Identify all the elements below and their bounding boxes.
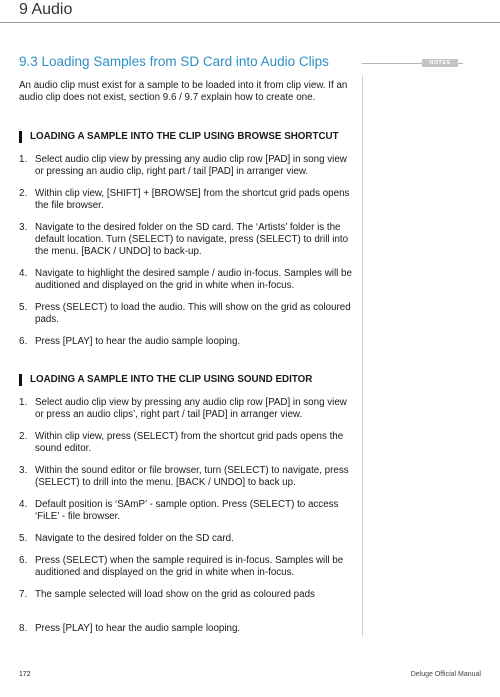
step-number: 2. — [19, 431, 28, 442]
step-item — [19, 268, 357, 292]
step-item — [19, 336, 357, 348]
step-item — [19, 302, 357, 326]
step-text: Press (SELECT) when the sample required is in-focus. Samples will be auditioned and displayed on the grid in white when in-focus. — [35, 555, 344, 578]
intro-paragraph: An audio clip must exist for a sample to be loaded into it from clip view. If an audio clip does not exist, section 9.6 / 9.7 explain how to create one. — [19, 80, 348, 103]
step-text: Navigate to highlight the desired sample / audio in-focus. Samples will be auditioned and displayed on the grid in white when in-focus. — [35, 268, 352, 291]
step-item — [19, 499, 357, 523]
step-item — [19, 431, 357, 455]
step-item — [19, 188, 357, 212]
notes-column-line — [362, 75, 363, 636]
step-item — [19, 533, 357, 545]
step-text: The sample selected will load show on the grid as coloured pads — [35, 589, 315, 600]
step-text: Press [PLAY] to hear the audio sample looping. — [35, 336, 241, 347]
step-number: 2. — [19, 188, 28, 199]
page-number: 172 — [19, 671, 31, 678]
step-number: 5. — [19, 533, 28, 544]
step-item — [19, 222, 357, 258]
step-text: Within clip view, [SHIFT] + [BROWSE] from the shortcut grid pads opens the file browser. — [35, 188, 350, 211]
step-item — [19, 623, 357, 635]
chapter-header — [0, 0, 500, 23]
step-text: Within the sound editor or file browser, turn (SELECT) to navigate, press (SELECT) to drill into the menu. [BACK / UNDO] to back up. — [35, 465, 349, 488]
chapter-title: 9 Audio — [19, 1, 73, 18]
step-text: Select audio clip view by pressing any audio clip row [PAD] in song view or press an audio clips’, right part / tail [PAD] in arranger view. — [35, 397, 347, 420]
step-item — [19, 465, 357, 489]
step-item — [19, 154, 357, 178]
step-text: Press (SELECT) to load the audio. This will show on the grid as coloured pads. — [35, 302, 351, 325]
editor-steps-list — [19, 397, 357, 635]
step-item — [19, 589, 357, 613]
notes-label: NOTES — [422, 59, 458, 67]
step-number: 3. — [19, 222, 28, 233]
step-number: 6. — [19, 555, 28, 566]
main-content — [19, 80, 357, 645]
step-number: 8. — [19, 623, 28, 634]
step-item — [19, 397, 357, 421]
step-text: Navigate to the desired folder on the SD card. The ‘Artists’ folder is the default location. Turn (SELECT) to navigate, press (SELECT) to drill into the menu. [BACK / UNDO] to back-up. — [35, 222, 349, 257]
browse-steps-list — [19, 154, 357, 348]
step-number: 3. — [19, 465, 28, 476]
step-number: 1. — [19, 397, 28, 408]
step-number: 5. — [19, 302, 28, 313]
step-text: Navigate to the desired folder on the SD card. — [35, 533, 234, 544]
step-number: 1. — [19, 154, 28, 165]
step-number: 7. — [19, 589, 28, 600]
step-text: Within clip view, press (SELECT) from the shortcut grid pads opens the sound editor. — [35, 431, 344, 454]
browse-shortcut-heading: LOADING A SAMPLE INTO THE CLIP USING BROWSE SHORTCUT — [19, 131, 357, 143]
step-text: Press [PLAY] to hear the audio sample looping. — [35, 623, 241, 634]
step-number: 4. — [19, 499, 28, 510]
section-title: 9.3 Loading Samples from SD Card into Audio Clips — [19, 54, 329, 69]
step-text: Default position is ‘SAmP’ - sample option. Press (SELECT) to access ‘FiLE’ - file browser. — [35, 499, 339, 522]
step-number: 6. — [19, 336, 28, 347]
manual-name: Deluge Official Manual — [410, 671, 481, 678]
step-text: Select audio clip view by pressing any audio clip row [PAD] in song view or pressing an audio clip, right part / tail [PAD] in arranger view. — [35, 154, 347, 177]
sound-editor-heading: LOADING A SAMPLE INTO THE CLIP USING SOUND EDITOR — [19, 374, 357, 386]
step-number: 4. — [19, 268, 28, 279]
step-item — [19, 555, 357, 579]
